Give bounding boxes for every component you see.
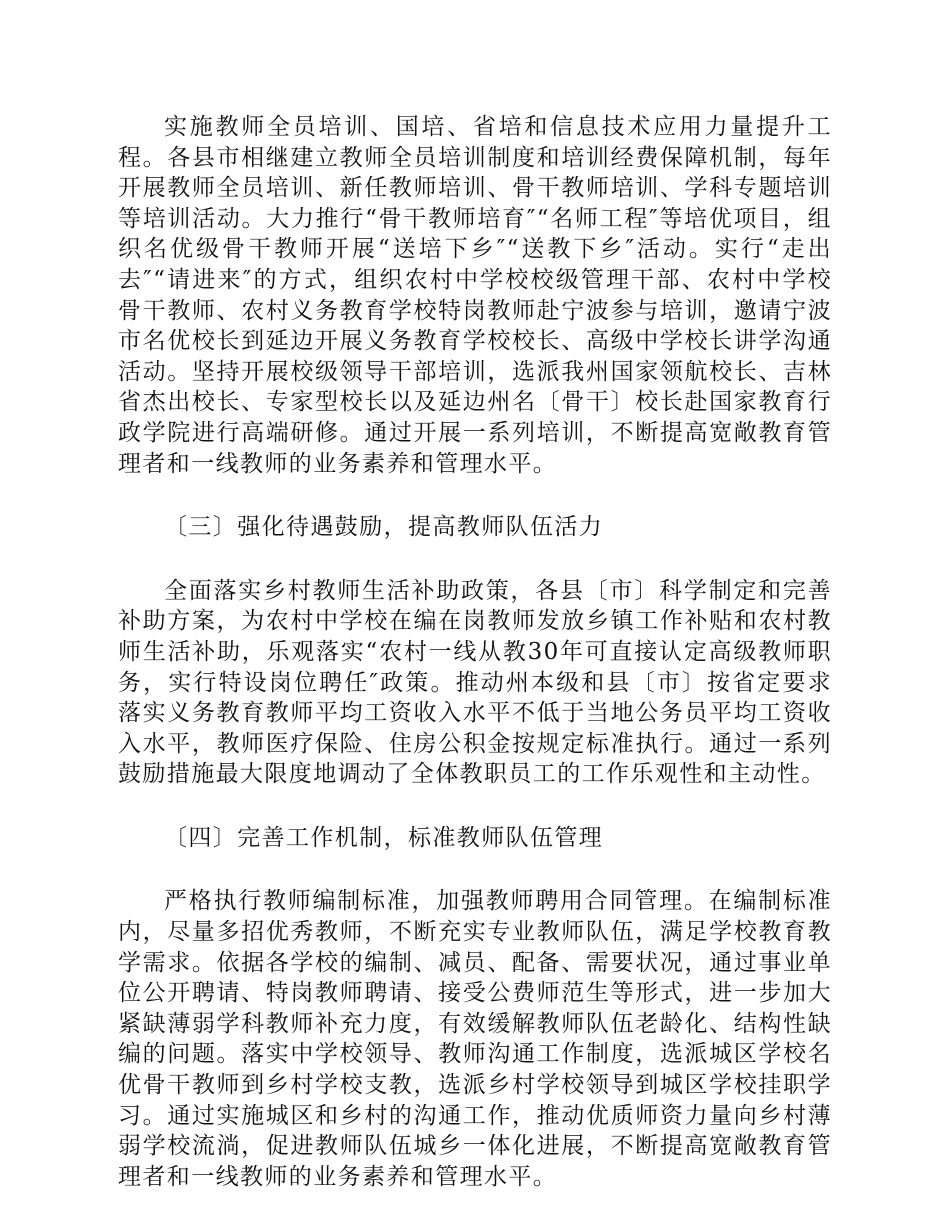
spacer xyxy=(118,479,832,512)
section-heading-four: 〔四〕完善工作机制，标准教师队伍管理 xyxy=(164,824,604,851)
spacer xyxy=(118,853,832,886)
section-heading-three: 〔三〕强化待遇鼓励，提高教师队伍活力 xyxy=(164,514,604,541)
paragraph-teacher-incentives: 全面落实乡村教师生活补助政策，各县〔市〕科学制定和完善补助方案，为农村中学校在编在岗教师发放乡镇工作补贴和农村教师生活补助，乐观落实“农村一线从教30年可直接认定高级教师职务，实行特设岗位聘任″政策。推动州本级和县〔市〕按省定要求落实义务教育教师平均工资收入水平不低于当地公务员平均工资收入水平，教师医疗保险、住房公积金按规定标准执行。通过一系列鼓励措施最大限度地调动了全体教职员工的工作乐观性和主动性。 xyxy=(118,577,832,788)
spacer xyxy=(118,790,832,823)
paragraph-teacher-management: 严格执行教师编制标准，加强教师聘用合同管理。在编制标准内，尽量多招优秀教师，不断充实专业教师队伍，满足学校教育教学需求。依据各学校的编制、减员、配备、需要状况，通过事业单位公开聘请、特岗教师聘请、接受公费师范生等形式，进一步加大紧缺薄弱学科教师补充力度，有效缓解教师队伍老龄化、结构性缺编的问题。落实中学校领导、教师沟通工作制度，选派城区学校名优骨干教师到乡村学校支教，选派乡村学校领导到城区学校挂职学习。通过实施城区和乡村的沟通工作，推动优质师资力量向乡村薄弱学校流淌，促进教师队伍城乡一体化进展，不断提高宽敞教育管理者和一线教师的业务素养和管理水平。 xyxy=(118,888,832,1190)
spacer xyxy=(118,543,832,576)
paragraph-teacher-training: 实施教师全员培训、国培、省培和信息技术应用力量提升工程。各县市相继建立教师全员培训制度和培训经费保障机制，每年开展教师全员培训、新任教师培训、骨干教师培训、学科专题培训等培训活动。大力推行“骨干教师培育″“名师工程″等培优项目，组织名优级骨干教师开展“送培下乡″“送教下乡″活动。实行“走出去″“请进来″的方式，组织农村中学校校级管理干部、农村中学校骨干教师、农村义务教育学校特岗教师赴宁波参与培训，邀请宁波市名优校长到延边开展义务教育学校校长、高级中学校长讲学沟通活动。坚持开展校级领导干部培训，选派我州国家领航校长、吉林省杰出校长、专家型校长以及延边州名〔骨干〕校长赴国家教育行政学院进行高端研修。通过开展一系列培训，不断提高宽敞教育管理者和一线教师的业务素养和管理水平。 xyxy=(118,114,832,477)
